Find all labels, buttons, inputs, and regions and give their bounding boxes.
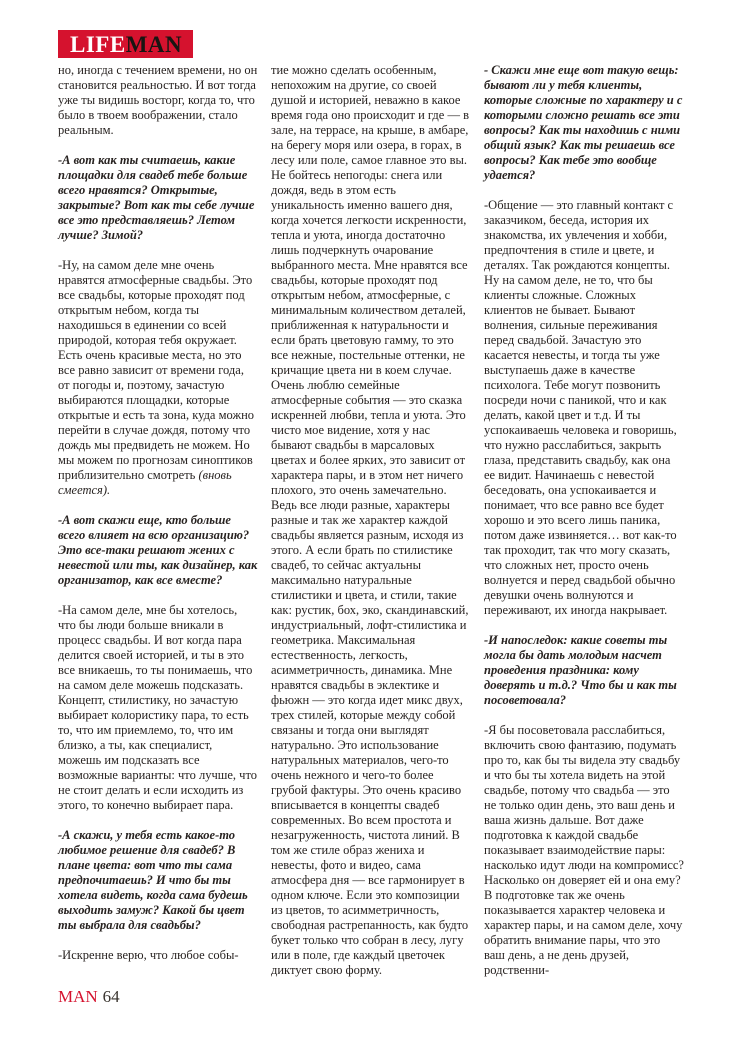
article-column-3: [484, 63, 684, 978]
text-run: - Скажи мне еще вот такую вещь: бывают ли у тебя клиенты, которые сложные по характеру и с которыми сложно решать все эти вопросы? Как ты находишь с ними общий язык? Как ты решаешь все вопросы? Как тебе это вообще удается?: [484, 63, 683, 182]
interview-answer: [484, 723, 684, 978]
text-run: но, иногда с течением времени, но он становится реальностью. И вот тогда уже ты видишь восторг, когда то, что было в твоем воображении, стало реальным.: [58, 63, 258, 137]
text-run: -На самом деле, мне бы хотелось, что бы люди больше вникали в процесс свадьбы. И вот когда пара делится своей историей, и ты в это все вникаешь, то ты понимаешь, что на самом деле можешь подсказать. Концепт, стилистику, но зачастую выбирает колористику пара, то есть то, что им приемлемо, то, что им близко, а ты, как специалист, можешь им подсказать все возможные варианты: что лучше, что не стоит делать и если исходить из этого, то конечно выбирает пара.: [58, 603, 257, 812]
interview-answer: [58, 63, 258, 138]
text-run: -А вот скажи еще, кто больше всего влияет на всю организацию? Это все-таки решают жених с невестой или ты, как дизайнер, как организатор, как все вместе?: [58, 513, 258, 587]
text-run: -Я бы посоветовала расслабиться, включить свою фантазию, подумать про то, как бы ты видела эту свадьбу и что бы ты хотела видеть на этой свадьбе, потому что свадьба — это не только один день, это ваш день и ваша жизнь дальше. Вот даже подготовка к каждой свадьбе показывает взаимодействие пары: насколько идут люди на компромисс? Насколько он доверяет ей и она ему? В подготовке так же очень показывается характер человека и характер пары, и на самом деле, хочу обратить внимание пары, что это ваш день, а не день друзей, родственни-: [484, 723, 684, 977]
text-run: -И напоследок: какие советы ты могла бы дать молодым насчет проведения праздника: кому доверять и т.д.? Что бы и как ты посоветовала?: [484, 633, 677, 707]
text-run: тие можно сделать особенным, непохожим на другие, со своей душой и историей, неважно в какое время года оно происходит и где — в зале, на террасе, на крыше, в амбаре, на берегу моря или озера, в горах, в лесу или поле, самое главное это вы. Не бойтесь непогоды: снега или дождя, ведь в этом есть уникальность именно вашего дня, когда хочется легкости искренности, тепла и уюта, иногда достаточно лишь подчеркнуть очарование выбранного места. Мне нравятся все свадьбы, которые проходят под открытым небом, атмосферные, с минимальным количеством деталей, приближенная к натуральности и если брать цветовую гамму, то это все нежные, постельные оттенки, не кричащие цвета ни в коем случае. Очень люблю семейные атмосферные события — это сказка искренней любви, тепла и уюта. Это чисто мое видение, хотя у нас бывают свадьбы в марсаловых цветах и более ярких, это зависит от характера пары, и в этом нет ничего плохого, это очень замечательно. Ведь все люди разные, характеры разные и так же характер каждой свадьбы является разным, исходя из этого. А если брать по стилистике свадеб, то сейчас актуальны максимально натуральные стилистики и цвета, и стили, такие как: рустик, бох, эко, скандинавский, индустриальный, лофт-стилистика и геометрика. Максимальная естественность, легкость, асимметричность, динамика. Мне нравятся свадьбы в эклектике и фьюжн — это когда идет микс двух, трех стилей, которые между собой связаны и тогда они выглядят натурально. Это использование натуральных материалов, чего-то очень нежного и чего-то более грубой фактуры. Это очень красиво вписывается в концепты свадеб современных. Во всем простота и незагруженность, чистота линий. В том же стиле образ жениха и невесты, фото и видео, сама атмосфера дня — все гармонирует в одном ключе. Если это композиции из цветов, то асимметричность, свободная растрепанность, как будто букет только что собран в лесу, лугу или в поле, где каждый цветочек диктует свою форму.: [271, 63, 469, 977]
interview-question: [58, 513, 258, 588]
magazine-logo: [58, 30, 193, 58]
text-run: -А вот как ты считаешь, какие площадки для свадеб тебе больше всего нравятся? Открытые, закрытые? Вот как ты себе лучше все это представляешь? Летом лучше? Зимой?: [58, 153, 255, 242]
text-run: -Ну, на самом деле мне очень нравятся атмосферные свадьбы. Это все свадьбы, которые проходят под открытым небом, когда ты находишься в единении со всей природой, которая тебя окружает. Есть очень красивые места, но это все равно зависит от времени года, от погоды и, поэтому, зачастую выбираются площадки, которые открытые и есть та зона, куда можно перейти в случае дождя, потому что дождь мы предвидеть не можем. Но мы можем по прогнозам синоптиков приблизительно смотреть: [58, 258, 255, 482]
interview-answer: [58, 258, 258, 498]
text-run: -Общение — это главный контакт с заказчиком, беседа, история их знакомства, их увлечения и хобби, предпочтения в стиле и цвете, и деталях. Так рождаются концепты. Ну на самом деле, не то, что бы клиенты сложные. Сложных клиентов не бывает. Бывают волнения, сильные переживания перед свадьбой. Зачастую это касается невесты, и тогда ты уже выступаешь даже в качестве психолога. Тебе могут позвонить посреди ночи с паникой, что и как делать, какой цвет и т.д. И ты успокаиваешь человека и говоришь, что нужно расслабиться, закрыть глаза, представить свадьбу, как она ее видит. Начинаешь с невестой беседовать, она успокаивается и понимает, что все равно все будет хорошо и это всего лишь паника, потом даже извиняется… вот как-то так проходит, так что могу сказать, что сложных нет, просто очень волнуется и перед свадьбой обычно девушки очень волнуются и переживают, их иногда накрывает.: [484, 198, 677, 617]
text-run: (вновь смеется).: [58, 468, 232, 497]
footer-page-number: 64: [102, 987, 120, 1006]
interview-question: [58, 828, 258, 933]
interview-answer: [271, 63, 471, 978]
article-columns: [58, 63, 684, 978]
text-run: -Искренне верю, что любое собы-: [58, 948, 239, 962]
interview-answer: [58, 948, 258, 963]
interview-question: [484, 63, 684, 183]
interview-answer: [58, 603, 258, 813]
footer-brand: MAN: [58, 987, 98, 1006]
interview-question: [58, 153, 258, 243]
text-run: -А скажи, у тебя есть какое-то любимое решение для свадеб? В плане цвета: вот что ты сама предпочитаешь? И что бы ты хотела видеть, когда сама будешь выходить замуж? Какой бы цвет ты выбрала для свадьбы?: [58, 828, 248, 932]
interview-answer: [484, 198, 684, 618]
article-column-1: [58, 63, 258, 978]
logo-life-text: LIFE: [70, 31, 126, 57]
page-footer: [58, 988, 120, 1007]
interview-question: [484, 633, 684, 708]
article-column-2: [271, 63, 471, 978]
logo-man-text: MAN: [125, 31, 183, 57]
